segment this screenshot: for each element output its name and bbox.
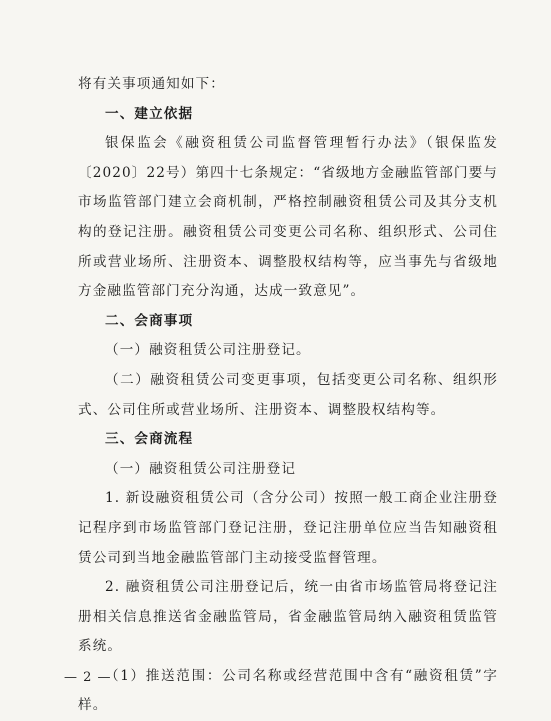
paragraph-process-2: 2. 融资租赁公司注册登记后，统一由省市场监管局将登记注册相关信息推送省金融监管局，省金融监管局纳入融资租赁监管系统。 <box>78 579 498 655</box>
paragraph-scope: （1）推送范围：公司名称或经营范围中含有“融资租赁”字样。 <box>78 667 498 714</box>
paragraph-process-sub: （一）融资租赁公司注册登记 <box>105 460 297 477</box>
document-body <box>78 70 498 721</box>
section-heading-matters: 二、会商事项 <box>105 312 194 329</box>
section-heading-process: 三、会商流程 <box>105 431 194 448</box>
paragraph-matter-2: （二）融资租赁公司变更事项，包括变更公司名称、组织形式、公司住所或营业场所、注册资本、调整股权结构等。 <box>78 371 498 418</box>
paragraph-basis: 银保监会《融资租赁公司监督管理暂行办法》（银保监发〔2020〕22号）第四十七条规定：“省级地方金融监管部门要与市场监管部门建立会商机制，严格控制融资租赁公司及其分支机构的登记注册。融资租赁公司变更公司名称、组织形式、公司住所或营业场所、注册资本、调整股权结构等，应当事先与省级地方金融监管部门充分沟通，达成一致意见”。 <box>78 135 498 300</box>
intro-paragraph: 将有关事项通知如下： <box>78 76 225 92</box>
page-number: — 2 — <box>64 670 112 685</box>
paragraph-matter-1: （一）融资租赁公司注册登记。 <box>105 342 311 359</box>
paragraph-process-1: 1. 新设融资租赁公司（含分公司）按照一般工商企业注册登记程序到市场监管部门登记注册，登记注册单位应当告知融资租赁公司到当地金融监管部门主动接受监督管理。 <box>78 490 498 566</box>
section-heading-basis: 一、建立依据 <box>105 105 194 122</box>
